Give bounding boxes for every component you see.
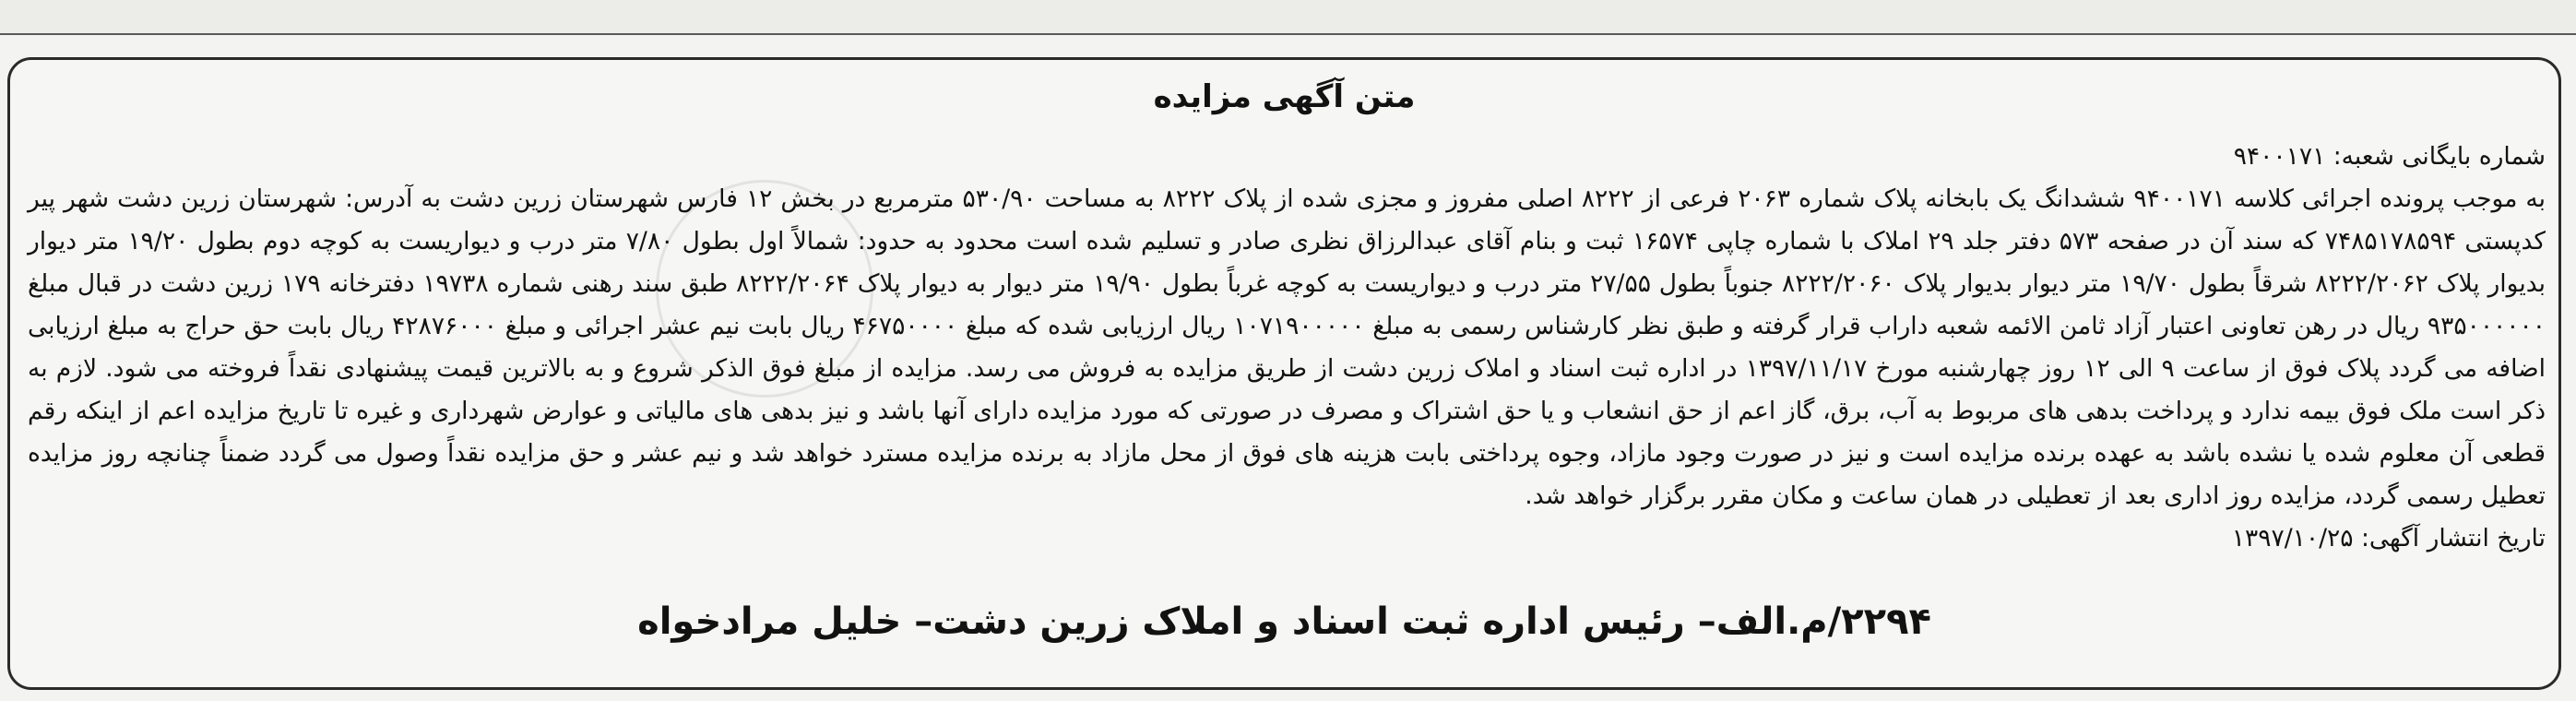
notice-signature: ۲۲۹۴/م.الف– رئیس اداره ثبت اسناد و املاک زرین دشت– خلیل مرادخواه (637, 600, 1931, 643)
archive-number-line: شماره بایگانی شعبه: ۹۴۰۰۱۷۱ (2233, 142, 2546, 171)
notice-body (28, 136, 2546, 560)
notice-paragraph: به موجب پرونده اجرائی کلاسه ۹۴۰۰۱۷۱ ششدانگ یک بابخانه پلاک شماره ۲۰۶۳ فرعی از ۸۲۲۲ اصلی مفروز و مجزی شده از پلاک ۸۲۲۲ به مساحت ۵۳۰/۹۰ مترمربع در بخش ۱۲ فارس شهرستان زرین دشت به آدرس: شهرستان زرین دشت شهر پیر کدپستی ۷۴۸۵۱۷۸۵۹۴ که سند آن در صفحه ۵۷۳ دفتر جلد ۲۹ املاک با شماره چاپی ۱۶۵۷۴ ثبت و بنام آقای عبدالرزاق نظری صادر و تسلیم شده است محدود به حدود: شمالاً اول بطول ۷/۸۰ متر درب و دیواریست به کوچه دوم بطول ۱۹/۲۰ متر دیوار بدیوار پلاک ۸۲۲۲/۲۰۶۲ شرقاً بطول ۱۹/۷۰ متر دیوار بدیوار پلاک ۸۲۲۲/۲۰۶۰ جنوباً بطول ۲۷/۵۵ متر درب و دیواریست به کوچه غرباً بطول ۱۹/۹۰ متر دیوار به دیوار پلاک ۸۲۲۲/۲۰۶۴ طبق سند رهنی شماره ۱۹۷۳۸ دفترخانه ۱۷۹ زرین دشت در قبال مبلغ ۹۳۵۰۰۰۰۰۰ ریال در رهن تعاونی اعتبار آزاد ثامن الائمه شعبه داراب قرار گرفته و طبق نظر کارشناس رسمی به مبلغ ۱۰۷۱۹۰۰۰۰۰ ریال ارزیابی شده که مبلغ ۴۶۷۵۰۰۰۰ ریال بابت نیم عشر اجرائی و مبلغ ۴۲۸۷۶۰۰۰ ریال بابت حق حراج به مبلغ ارزیابی اضافه می گردد پلاک فوق از ساعت ۹ الی ۱۲ روز چهارشنبه مورخ ۱۳۹۷/۱۱/۱۷ در اداره ثبت اسناد و املاک زرین دشت از طریق مزایده به فروش می رسد. مزایده از مبلغ فوق الذکر شروع و به بالاترین قیمت پیشنهادی نقداً فروخته می شود. لازم به ذکر است ملک فوق بیمه ندارد و پرداخت بدهی های مربوط به آب، برق، گاز اعم از حق انشعاب و یا حق اشتراک و مصرف در صورتی که مورد مزایده دارای آنها باشد و نیز بدهی های مالیاتی و عوارض شهرداری و غیره تا تاریخ مزایده اعم از اینکه رقم قطعی آن معلوم شده یا نشده باشد به عهده برنده مزایده است و نیز در صورت وجود مازاد، وجوه پرداختی بابت هزینه های فوق از محل مازاد به برنده مزایده مسترد خواهد شد و نیم عشر و حق مزایده نقداً وصول می گردد ضمناً چنانچه روز مزایده تعطیل رسمی گردد، مزایده روز اداری بعد از تعطیلی در همان ساعت و مکان مقرر برگزار خواهد شد. (28, 184, 2546, 510)
top-edge-strip (0, 0, 2576, 35)
publish-date-line: تاریخ انتشار آگهی: ۱۳۹۷/۱۰/۲۵ (2231, 524, 2546, 552)
notice-title: متن آگهی مزایده (1153, 78, 1416, 115)
auction-notice-frame (7, 57, 2561, 690)
